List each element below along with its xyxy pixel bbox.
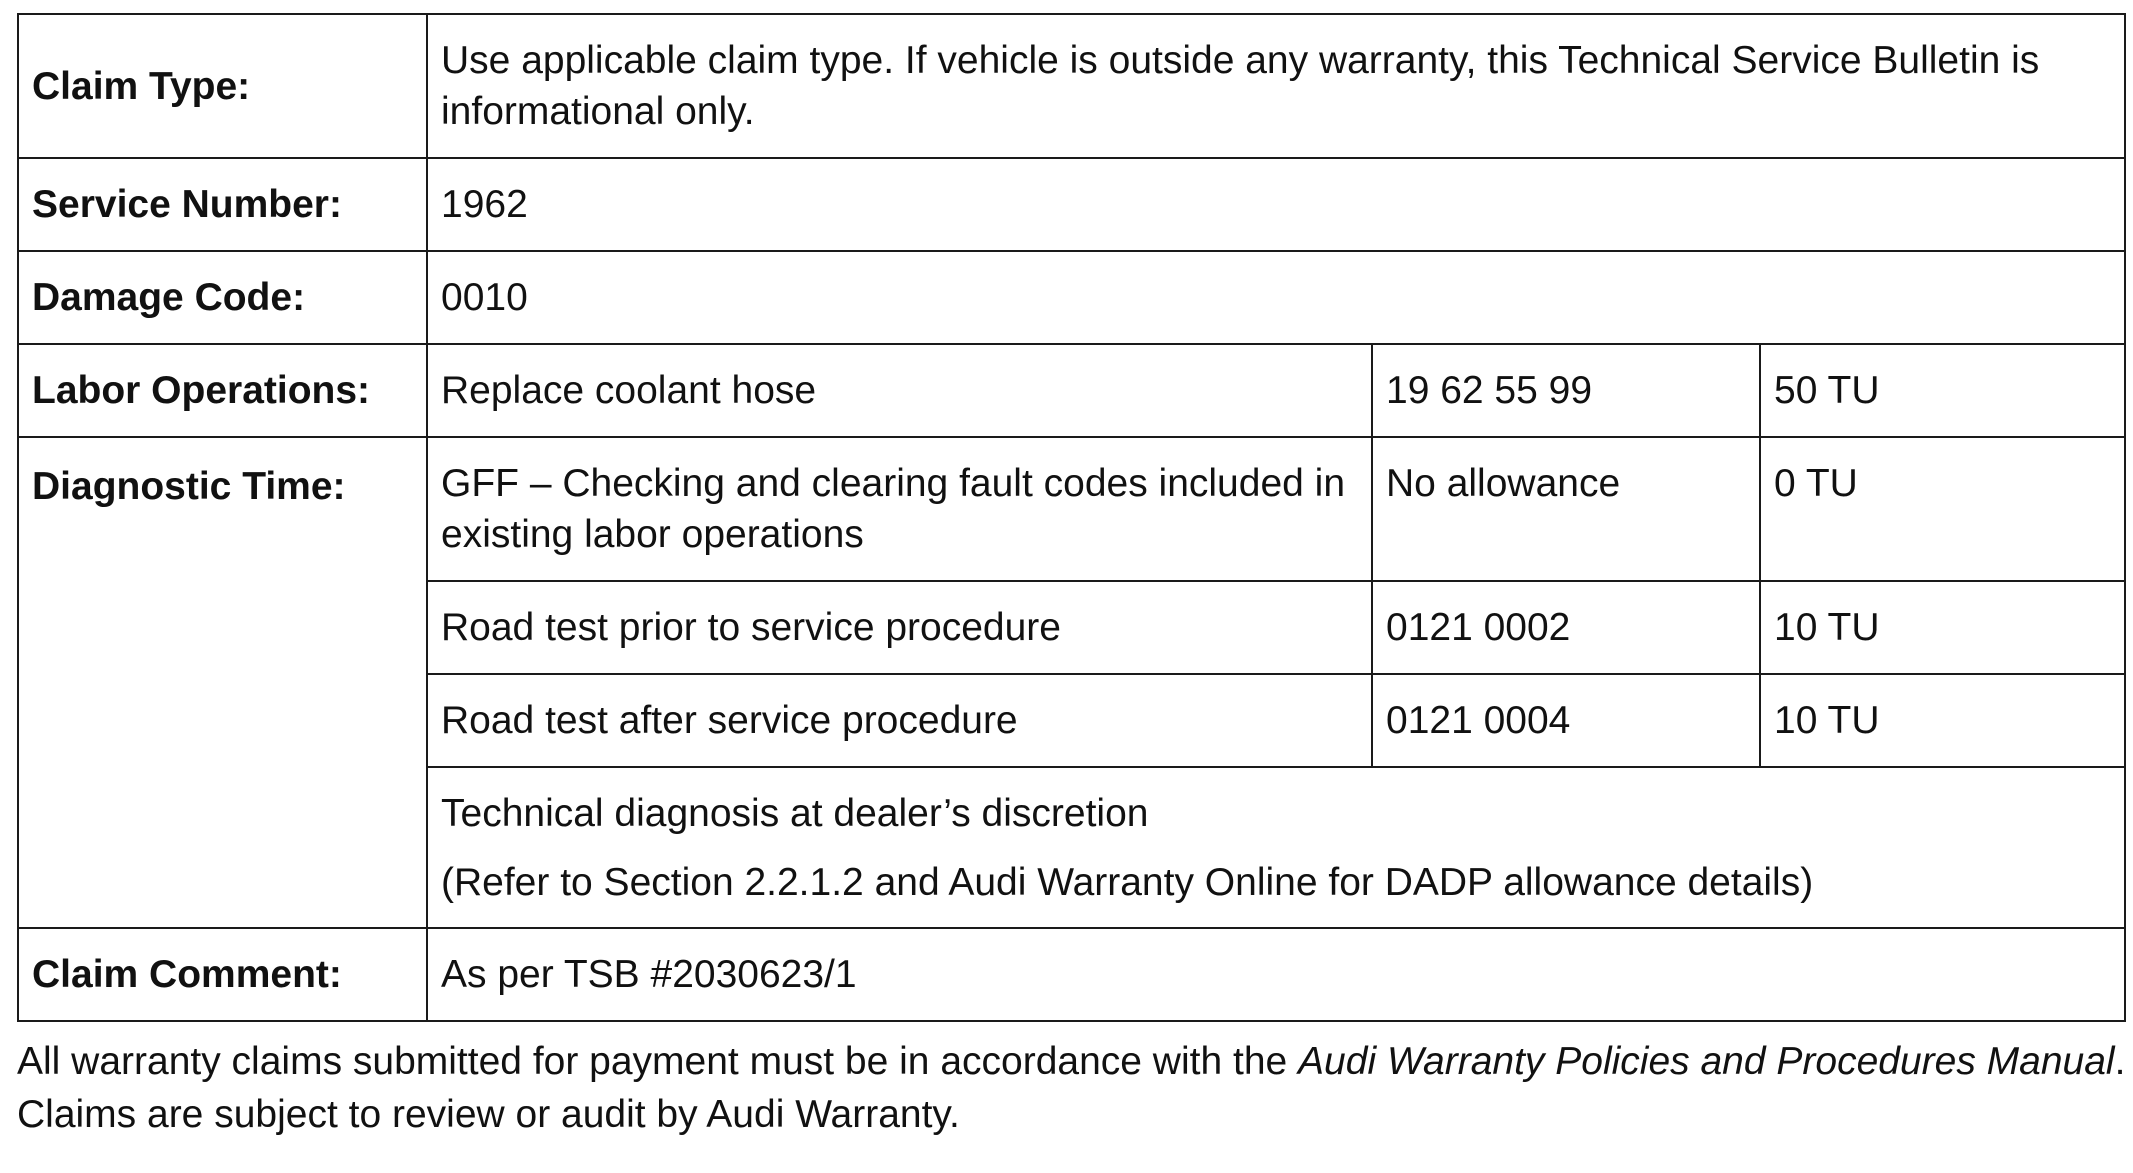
warranty-notice-paragraph — [17, 1035, 2127, 1141]
service-number-value: 1962 — [427, 158, 2125, 251]
discretion-text: Technical diagnosis at dealer’s discretion — [441, 791, 1149, 835]
diagnostic-time: 10 TU — [1760, 674, 2125, 767]
diagnostic-time: 10 TU — [1760, 581, 2125, 674]
damage-code-label: Damage Code: — [18, 251, 427, 344]
claim-type-value: Use applicable claim type. If vehicle is outside any warranty, this Technical Service Bulletin is informational only. — [427, 14, 2125, 158]
claim-type-label: Claim Type: — [18, 14, 427, 158]
manual-title: Audi Warranty Policies and Procedures Manual — [1298, 1040, 2115, 1083]
claim-type-row — [18, 14, 2125, 158]
diagnostic-description: GFF – Checking and clearing fault codes included in existing labor operations — [427, 437, 1372, 581]
notice-text-before: All warranty claims submitted for payment must be in accordance with the — [17, 1040, 1299, 1083]
service-number-label: Service Number: — [18, 158, 427, 251]
diagnostic-operation: 0121 0002 — [1372, 581, 1760, 674]
damage-code-row — [18, 251, 2125, 344]
diagnostic-operation: 0121 0004 — [1372, 674, 1760, 767]
damage-code-value: 0010 — [427, 251, 2125, 344]
claim-comment-value: As per TSB #2030623/1 — [427, 928, 2125, 1021]
diagnostic-row — [18, 437, 2125, 581]
labor-operations-label: Labor Operations: — [18, 344, 427, 437]
labor-operation-number: 19 62 55 99 — [1372, 344, 1760, 437]
service-number-row — [18, 158, 2125, 251]
notice-text-after: . Claims are subject to review or audit by Audi Warranty. — [17, 1040, 2126, 1136]
claim-comment-label: Claim Comment: — [18, 928, 427, 1021]
labor-operation-description: Replace coolant hose — [427, 344, 1372, 437]
diagnostic-description: Road test prior to service procedure — [427, 581, 1372, 674]
diagnostic-time: 0 TU — [1760, 437, 2125, 581]
diagnostic-operation: No allowance — [1372, 437, 1760, 581]
diagnostic-description: Road test after service procedure — [427, 674, 1372, 767]
diagnostic-time-label: Diagnostic Time: — [18, 437, 427, 928]
claim-comment-row — [18, 928, 2125, 1021]
warranty-claim-table — [17, 13, 2126, 1022]
labor-operation-time: 50 TU — [1760, 344, 2125, 437]
diagnostic-discretion-cell — [427, 767, 2125, 928]
labor-operations-row — [18, 344, 2125, 437]
discretion-reference-text: (Refer to Section 2.2.1.2 and Audi Warranty Online for DADP allowance details) — [441, 860, 1814, 904]
